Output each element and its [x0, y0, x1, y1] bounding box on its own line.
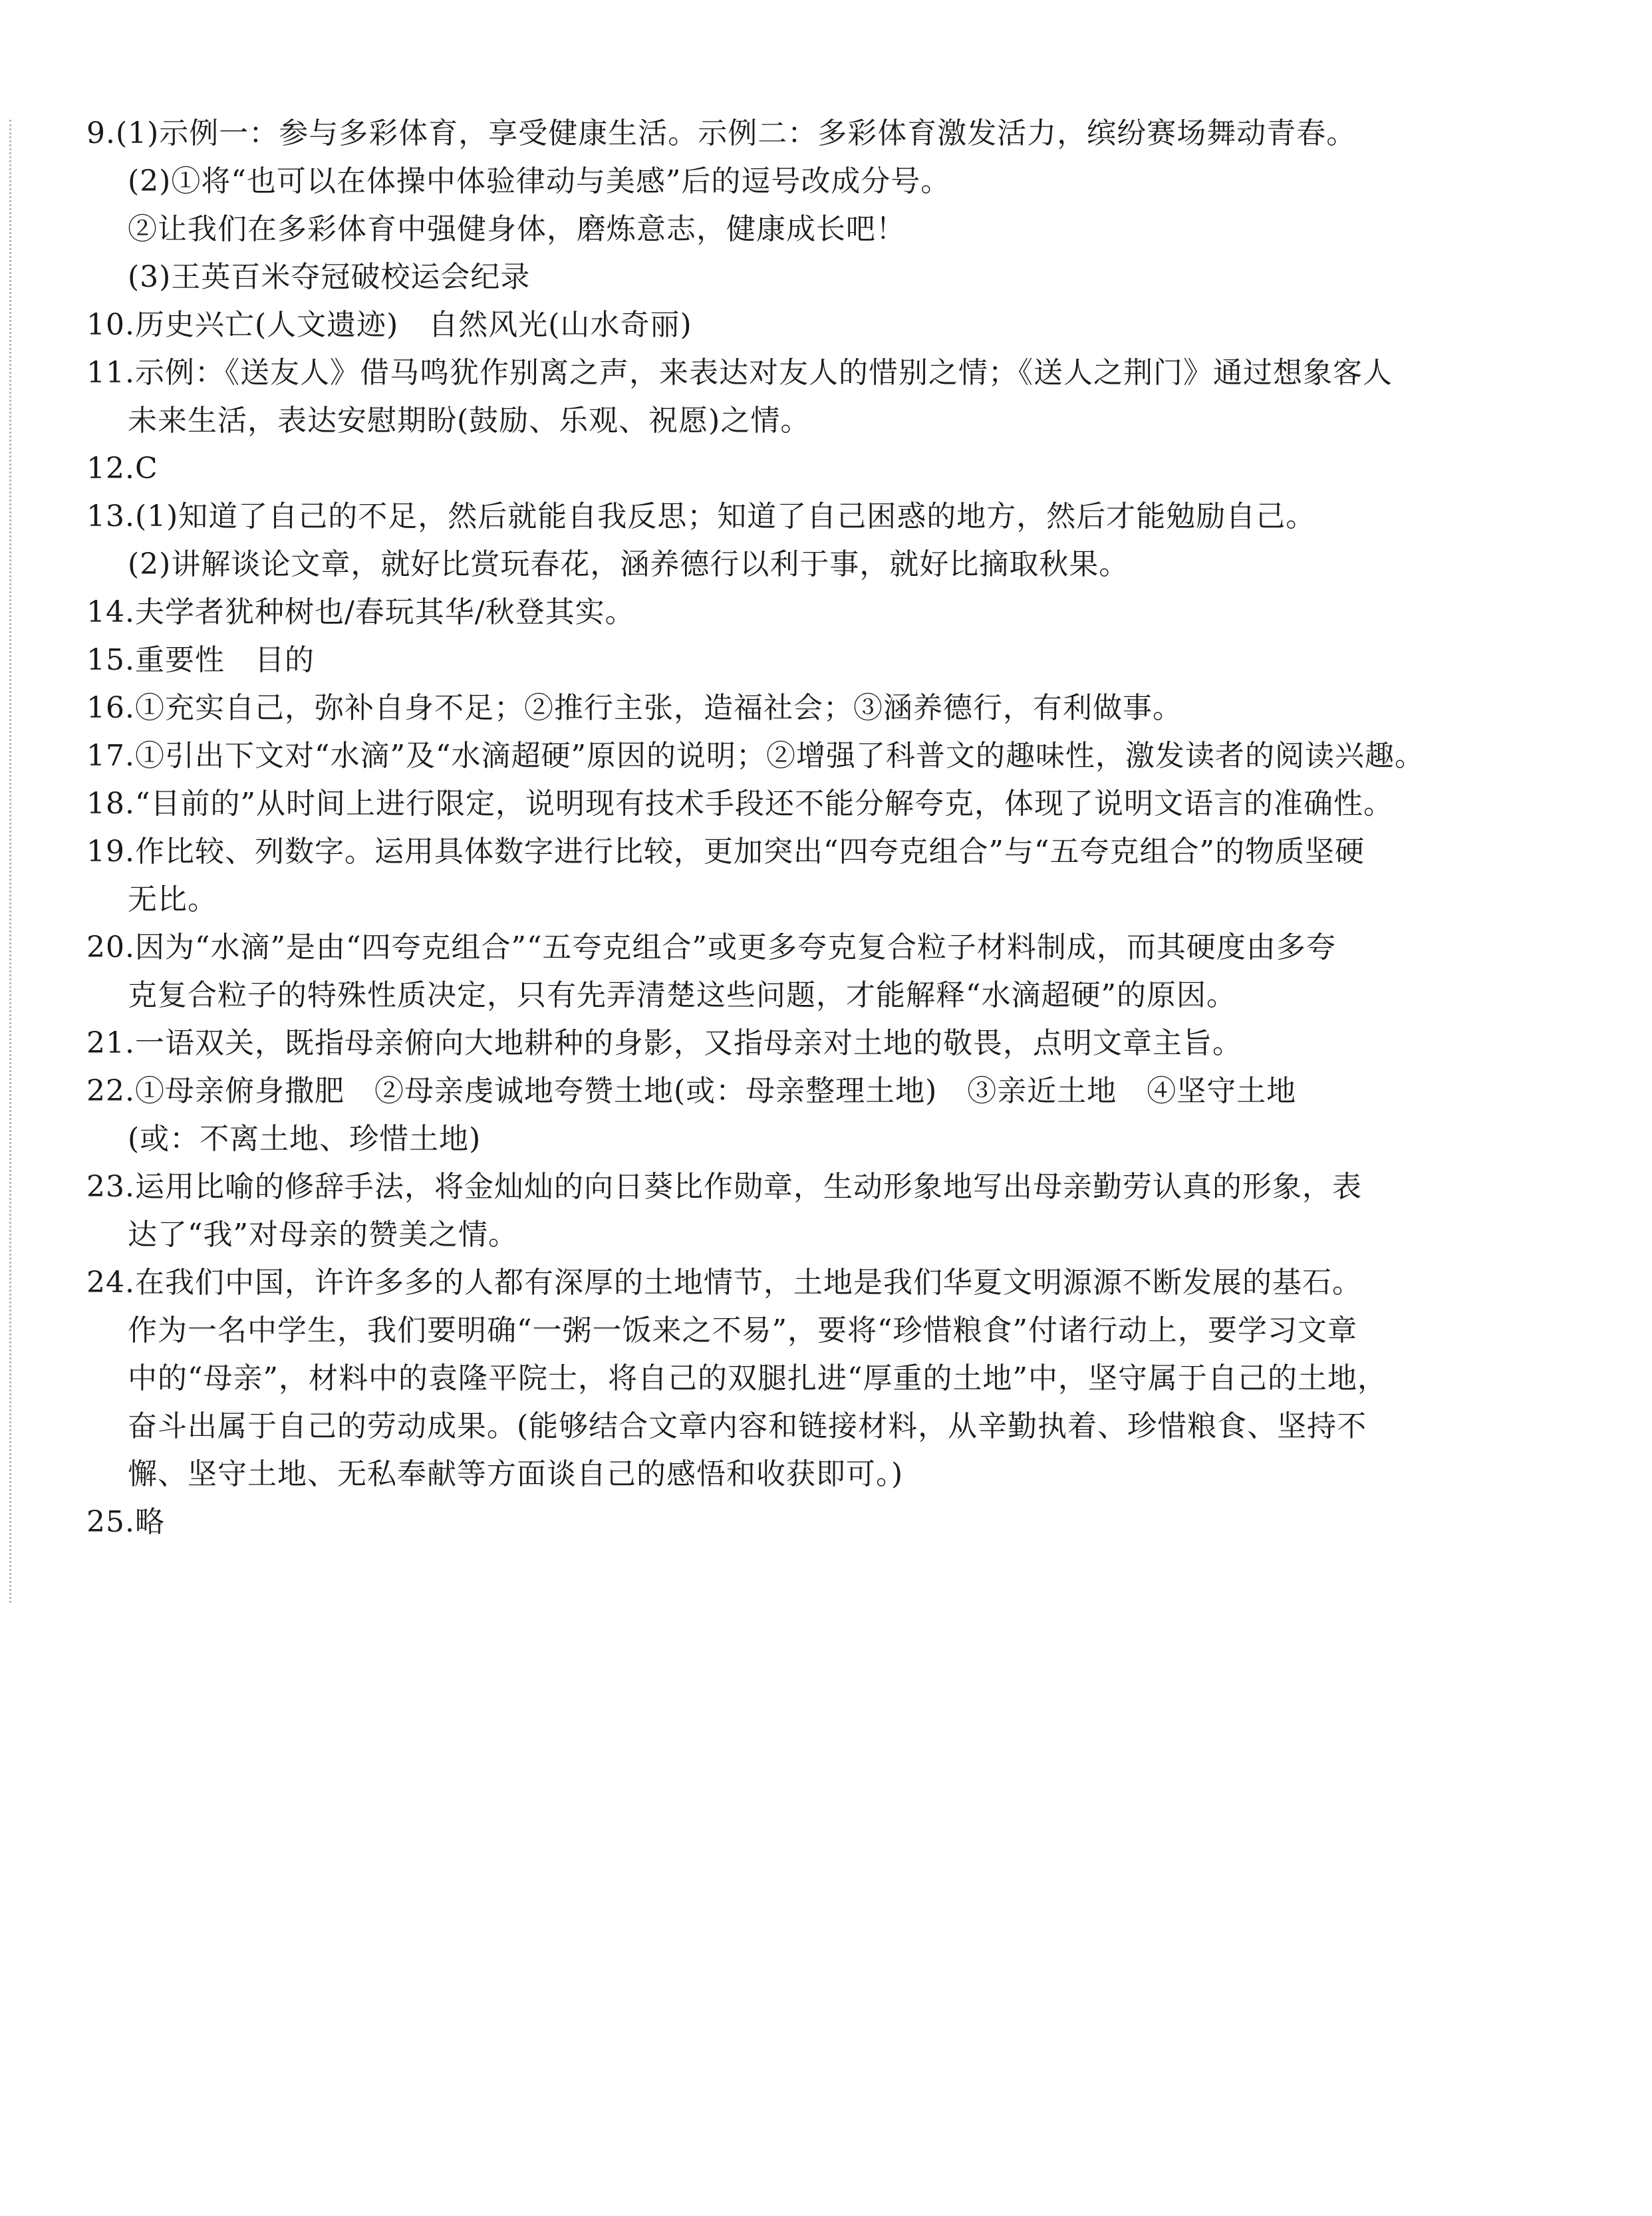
- answer-line: ②让我们在多彩体育中强健身体，磨炼意志，健康成长吧！: [128, 212, 906, 246]
- answer-line: 13.(1)知道了自己的不足，然后就能自我反思；知道了自己困惑的地方，然后才能勉励自己。: [86, 499, 1316, 533]
- answer-line: 20.因为“水滴”是由“四夸克组合”“五夸克组合”或更多夸克复合粒子材料制成，而其硬度由多夸: [86, 930, 1336, 964]
- answer-line: 达了“我”对母亲的赞美之情。: [128, 1218, 518, 1252]
- answer-line: 22.①母亲俯身撒肥 ②母亲虔诚地夸赞土地(或：母亲整理土地) ③亲近土地 ④坚守土地: [86, 1074, 1297, 1108]
- answer-line: 12.C: [86, 452, 158, 485]
- answer-line: 无比。: [128, 883, 217, 916]
- answer-line: 16.①充实自己，弥补自身不足；②推行主张，造福社会；③涵养德行，有利做事。: [86, 691, 1182, 725]
- answer-line: (3)王英百米夺冠破校运会纪录: [128, 260, 531, 294]
- answer-line: 9.(1)示例一：参与多彩体育，享受健康生活。示例二：多彩体育激发活力，缤纷赛场舞动青春。: [86, 116, 1357, 150]
- answer-line: 克复合粒子的特殊性质决定，只有先弄清楚这些问题，才能解释“水滴超硬”的原因。: [128, 978, 1236, 1012]
- answer-line: 未来生活，表达安慰期盼(鼓励、乐观、祝愿)之情。: [128, 404, 811, 438]
- answer-line: 17.①引出下文对“水滴”及“水滴超硬”原因的说明；②增强了科普文的趣味性，激发读者的阅读兴趣。: [86, 739, 1425, 773]
- answer-line: (或：不离土地、珍惜土地): [128, 1122, 482, 1156]
- answer-line: 19.作比较、列数字。运用具体数字进行比较，更加突出“四夸克组合”与“五夸克组合”的物质坚硬: [86, 835, 1365, 869]
- answer-line: 15.重要性 目的: [86, 643, 315, 677]
- answer-line: 14.夫学者犹种树也/春玩其华/秋登其实。: [86, 595, 635, 629]
- answer-key-page: [86, 110, 1425, 1546]
- answer-line: 23.运用比喻的修辞手法，将金灿灿的向日葵比作勋章，生动形象地写出母亲勤劳认真的形象，表: [86, 1170, 1362, 1204]
- answer-line: 25.略: [86, 1505, 165, 1539]
- answer-line: 奋斗出属于自己的劳动成果。(能够结合文章内容和链接材料，从辛勤执着、珍惜粮食、坚持不: [128, 1409, 1367, 1443]
- answer-line: 10.历史兴亡(人文遗迹) 自然风光(山水奇丽): [86, 308, 692, 342]
- answer-line: 24.在我们中国，许许多多的人都有深厚的土地情节，土地是我们华夏文明源源不断发展的基石。: [86, 1266, 1362, 1300]
- answer-line: 11.示例：《送友人》借马鸣犹作别离之声，来表达对友人的惜别之情；《送人之荆门》通过想象客人: [86, 356, 1393, 390]
- answer-line: 中的“母亲”，材料中的袁隆平院士，将自己的双腿扎进“厚重的土地”中，坚守属于自己的土地，: [128, 1361, 1387, 1395]
- answer-line: 作为一名中学生，我们要明确“一粥一饭来之不易”，要将“珍惜粮食”付诸行动上，要学习文章: [128, 1314, 1357, 1347]
- answer-line: (2)①将“也可以在体操中体验律动与美感”后的逗号改成分号。: [128, 164, 951, 198]
- answer-line: 18.“目前的”从时间上进行限定，说明现有技术手段还不能分解夸克，体现了说明文语言的准确性。: [86, 787, 1393, 821]
- answer-line: 懈、坚守土地、无私奉献等方面谈自己的感悟和收获即可。): [128, 1457, 904, 1491]
- answer-line: 21.一语双关，既指母亲俯向大地耕种的身影，又指母亲对土地的敬畏，点明文章主旨。: [86, 1026, 1242, 1060]
- answer-line: (2)讲解谈论文章，就好比赏玩春花，涵养德行以利于事，就好比摘取秋果。: [128, 547, 1129, 581]
- margin-dotted-rule: [9, 120, 11, 1603]
